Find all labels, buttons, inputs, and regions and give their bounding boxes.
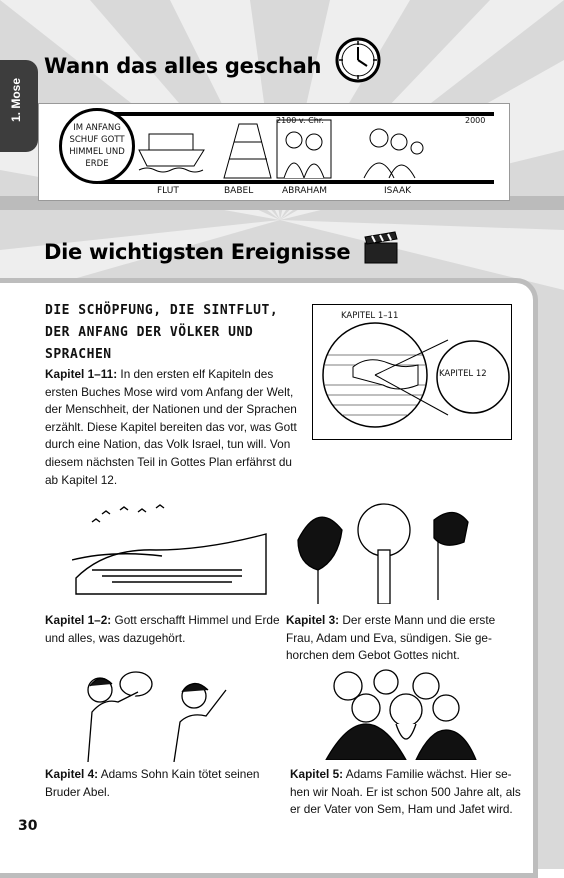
caption-chapter-4 (45, 766, 281, 801)
section-title-when: Wann das alles geschah (44, 54, 322, 78)
caption-lead: Kapitel 1–2: (45, 613, 112, 627)
caption-text: Adams Familie wächst. Hier sehen wir Noah. Er ist schon 500 Jahre alt, als er der Vater von Sem, Ham und Jafet wird. (290, 767, 521, 817)
caption-lead: Kapitel 3: (286, 613, 340, 627)
caption-text: Gott erschafft Himmel und Erde und alles, was dazugehört. (45, 613, 280, 645)
abraham-drawing (277, 120, 331, 178)
chapter-subheading: DIE SCHÖPFUNG, DIE SINTFLUT, DER ANFANG DER VÖLKER UND SPRACHEN (45, 303, 279, 362)
isaac-drawing (364, 129, 423, 178)
intro-paragraph (45, 366, 305, 489)
page-number: 30 (18, 818, 38, 834)
book-tab-label: 1. Mose (9, 78, 23, 123)
timeline-label-isaak: ISAAK (384, 186, 411, 196)
tower-drawing (224, 124, 271, 178)
intro-text: In den ersten elf Kapiteln des ersten Buches Mose wird vom Anfang der Welt, der Menschheit, der Nationen und der Sprachen erzählt. Diese Kapitel bereiten das vor, was Gott durch eine Nation, das Volk Israel, tun will. Von diesem nächsten Teil in Gottes Plan erfährst du ab Kapitel 12. (45, 367, 297, 487)
map-illustration (312, 304, 512, 440)
section-title-events: Die wichtigsten Ereignisse (44, 240, 351, 264)
caption-chapter-3 (286, 612, 516, 665)
book-tab (0, 60, 38, 152)
caption-chapter-5 (290, 766, 522, 819)
caption-lead: Kapitel 5: (290, 767, 344, 781)
intro-lead: Kapitel 1–11: (45, 367, 118, 381)
map-label-chapter-12: KAPITEL 12 (439, 369, 487, 379)
map-label-chapters-1-11: KAPITEL 1–11 (341, 311, 399, 321)
ark-drawing (139, 134, 204, 172)
timeline-label-babel: BABEL (224, 186, 254, 196)
creation-illustration (72, 500, 270, 600)
clapperboard-icon (362, 230, 400, 266)
timeline-year-right: 2000 (465, 116, 486, 125)
adam-eve-illustration (288, 500, 474, 604)
caption-text: Der erste Mann und die erste Frau, Adam und Eva, sündigen. Sie gehorchen dem Gebot Gottes nicht. (286, 613, 496, 663)
timeline-start-circle: IM ANFANG SCHUF GOTT HIMMEL UND ERDE (59, 108, 135, 184)
timeline-label-flut: FLUT (157, 186, 179, 196)
cain-abel-illustration (74, 666, 254, 762)
noah-family-illustration (296, 664, 482, 760)
caption-lead: Kapitel 4: (45, 767, 99, 781)
timeline-label-abraham: ABRAHAM (282, 186, 328, 196)
caption-chapter-1-2 (45, 612, 281, 647)
clock-icon (334, 36, 382, 84)
timeline-year-left: 2100 v. Chr. (276, 116, 324, 125)
caption-text: Adams Sohn Kain tötet seinen Bruder Abel. (45, 767, 260, 799)
